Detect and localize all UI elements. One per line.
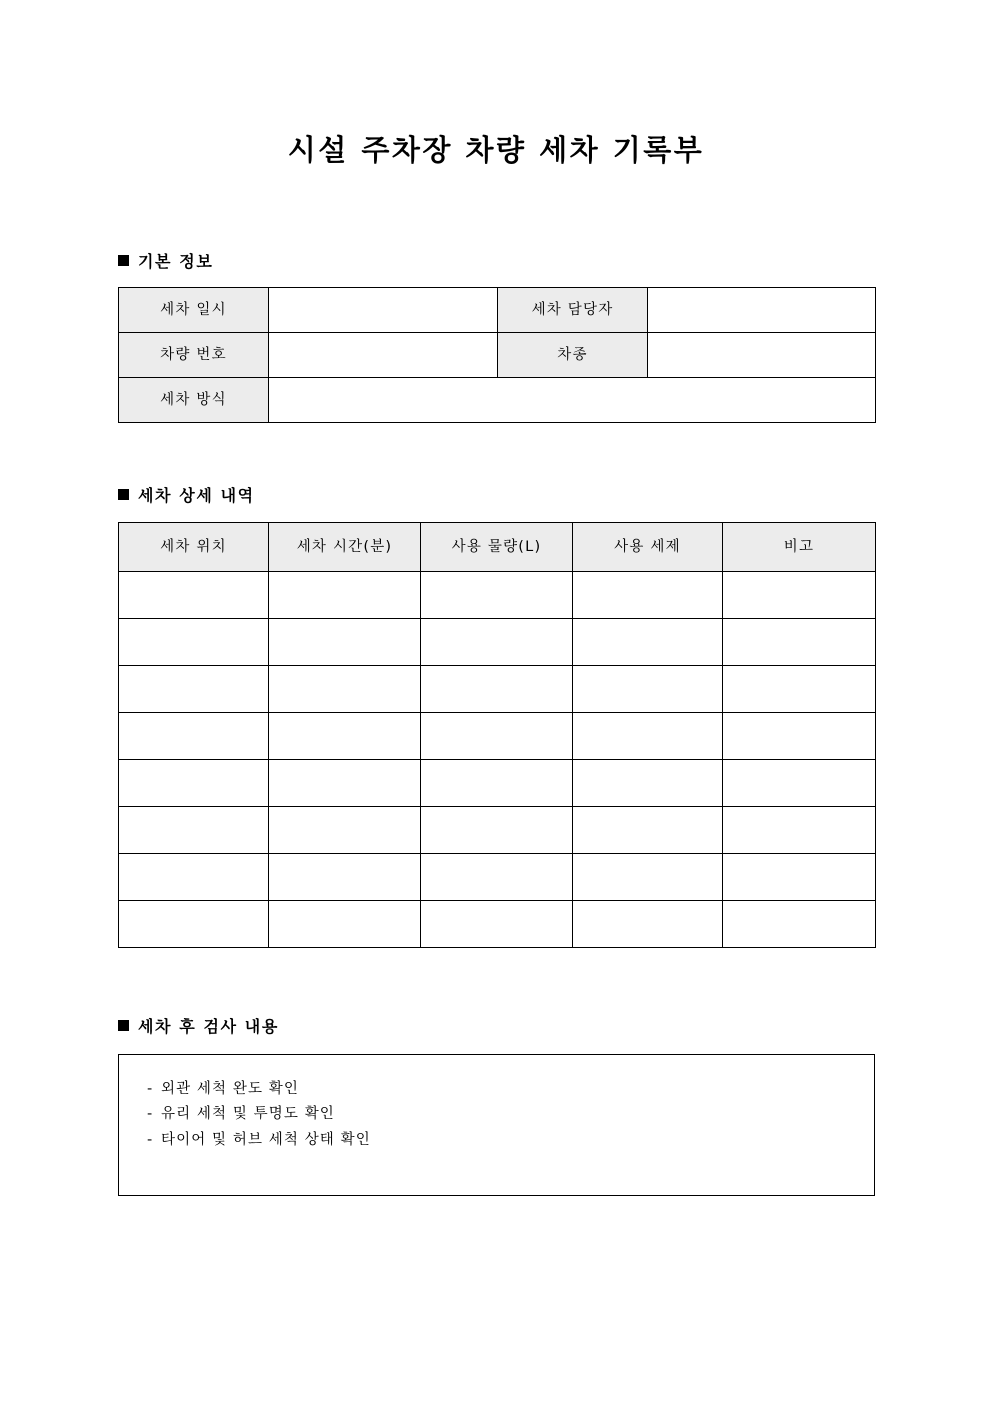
cell-wash-time[interactable] xyxy=(269,713,421,760)
cell-wash-time[interactable] xyxy=(269,807,421,854)
cell-remarks[interactable] xyxy=(723,760,876,807)
table-row xyxy=(119,901,876,948)
section-heading-basic-info-label: 기본 정보 xyxy=(138,252,214,271)
label-wash-operator: 세차 담당자 xyxy=(498,288,648,333)
cell-wash-location[interactable] xyxy=(119,901,269,948)
inspection-item-label: 유리 세척 및 투명도 확인 xyxy=(161,1106,335,1123)
cell-wash-location[interactable] xyxy=(119,666,269,713)
list-item xyxy=(147,1102,874,1127)
cell-remarks[interactable] xyxy=(723,854,876,901)
value-vehicle-number[interactable] xyxy=(269,333,498,378)
column-header-remarks: 비고 xyxy=(723,523,876,572)
cell-water-used[interactable] xyxy=(421,713,573,760)
section-heading-post-wash-inspection-label: 세차 후 검사 내용 xyxy=(138,1017,279,1036)
cell-remarks[interactable] xyxy=(723,572,876,619)
cell-wash-location[interactable] xyxy=(119,713,269,760)
cell-detergent-used[interactable] xyxy=(573,760,723,807)
wash-detail-table xyxy=(118,522,876,948)
table-row xyxy=(119,619,876,666)
cell-wash-location[interactable] xyxy=(119,572,269,619)
cell-wash-time[interactable] xyxy=(269,760,421,807)
cell-wash-location[interactable] xyxy=(119,760,269,807)
cell-detergent-used[interactable] xyxy=(573,619,723,666)
column-header-wash-location: 세차 위치 xyxy=(119,523,269,572)
inspection-item-label: 외관 세척 완도 확인 xyxy=(161,1081,299,1097)
inspection-checklist xyxy=(119,1055,874,1153)
value-wash-datetime[interactable] xyxy=(269,288,498,333)
cell-detergent-used[interactable] xyxy=(573,854,723,901)
square-bullet-icon xyxy=(118,1020,129,1031)
table-row xyxy=(119,572,876,619)
cell-detergent-used[interactable] xyxy=(573,807,723,854)
cell-remarks[interactable] xyxy=(723,666,876,713)
table-row xyxy=(119,378,876,423)
table-row xyxy=(119,854,876,901)
value-wash-method[interactable] xyxy=(269,378,876,423)
table-row xyxy=(119,288,876,333)
cell-wash-time[interactable] xyxy=(269,572,421,619)
table-header-row xyxy=(119,523,876,572)
cell-detergent-used[interactable] xyxy=(573,572,723,619)
cell-wash-location[interactable] xyxy=(119,807,269,854)
value-vehicle-type[interactable] xyxy=(648,333,876,378)
label-vehicle-type: 차종 xyxy=(498,333,648,378)
basic-info-table xyxy=(118,287,876,423)
cell-water-used[interactable] xyxy=(421,901,573,948)
section-heading-post-wash-inspection xyxy=(118,1017,279,1036)
post-wash-inspection-box xyxy=(118,1054,875,1196)
section-heading-wash-detail xyxy=(118,486,255,505)
cell-remarks[interactable] xyxy=(723,713,876,760)
dash-marker: - xyxy=(147,1081,154,1097)
column-header-wash-time: 세차 시간(분) xyxy=(269,523,421,572)
table-row xyxy=(119,333,876,378)
cell-wash-location[interactable] xyxy=(119,619,269,666)
square-bullet-icon xyxy=(118,489,129,500)
cell-detergent-used[interactable] xyxy=(573,713,723,760)
list-item xyxy=(147,1128,874,1153)
cell-remarks[interactable] xyxy=(723,901,876,948)
table-row xyxy=(119,807,876,854)
list-item xyxy=(147,1077,874,1102)
dash-marker: - xyxy=(147,1106,154,1123)
cell-remarks[interactable] xyxy=(723,807,876,854)
cell-wash-time[interactable] xyxy=(269,666,421,713)
cell-water-used[interactable] xyxy=(421,666,573,713)
page-title: 시설 주차장 차량 세차 기록부 xyxy=(287,133,705,167)
cell-remarks[interactable] xyxy=(723,619,876,666)
inspection-item-label: 타이어 및 허브 세척 상태 확인 xyxy=(161,1131,371,1148)
section-heading-basic-info xyxy=(118,252,213,271)
cell-wash-location[interactable] xyxy=(119,854,269,901)
cell-wash-time[interactable] xyxy=(269,619,421,666)
cell-wash-time[interactable] xyxy=(269,901,421,948)
table-row xyxy=(119,713,876,760)
label-wash-datetime: 세차 일시 xyxy=(119,288,269,333)
cell-water-used[interactable] xyxy=(421,760,573,807)
column-header-detergent-used: 사용 세제 xyxy=(573,523,723,572)
table-row xyxy=(119,760,876,807)
section-heading-wash-detail-label: 세차 상세 내역 xyxy=(138,486,255,505)
value-wash-operator[interactable] xyxy=(648,288,876,333)
label-wash-method: 세차 방식 xyxy=(119,378,269,423)
label-vehicle-number: 차량 번호 xyxy=(119,333,269,378)
cell-water-used[interactable] xyxy=(421,807,573,854)
cell-detergent-used[interactable] xyxy=(573,666,723,713)
cell-detergent-used[interactable] xyxy=(573,901,723,948)
cell-water-used[interactable] xyxy=(421,572,573,619)
square-bullet-icon xyxy=(118,255,129,266)
cell-water-used[interactable] xyxy=(421,854,573,901)
table-row xyxy=(119,666,876,713)
cell-wash-time[interactable] xyxy=(269,854,421,901)
cell-water-used[interactable] xyxy=(421,619,573,666)
column-header-water-used: 사용 물량(L) xyxy=(421,523,573,572)
dash-marker: - xyxy=(147,1131,154,1148)
